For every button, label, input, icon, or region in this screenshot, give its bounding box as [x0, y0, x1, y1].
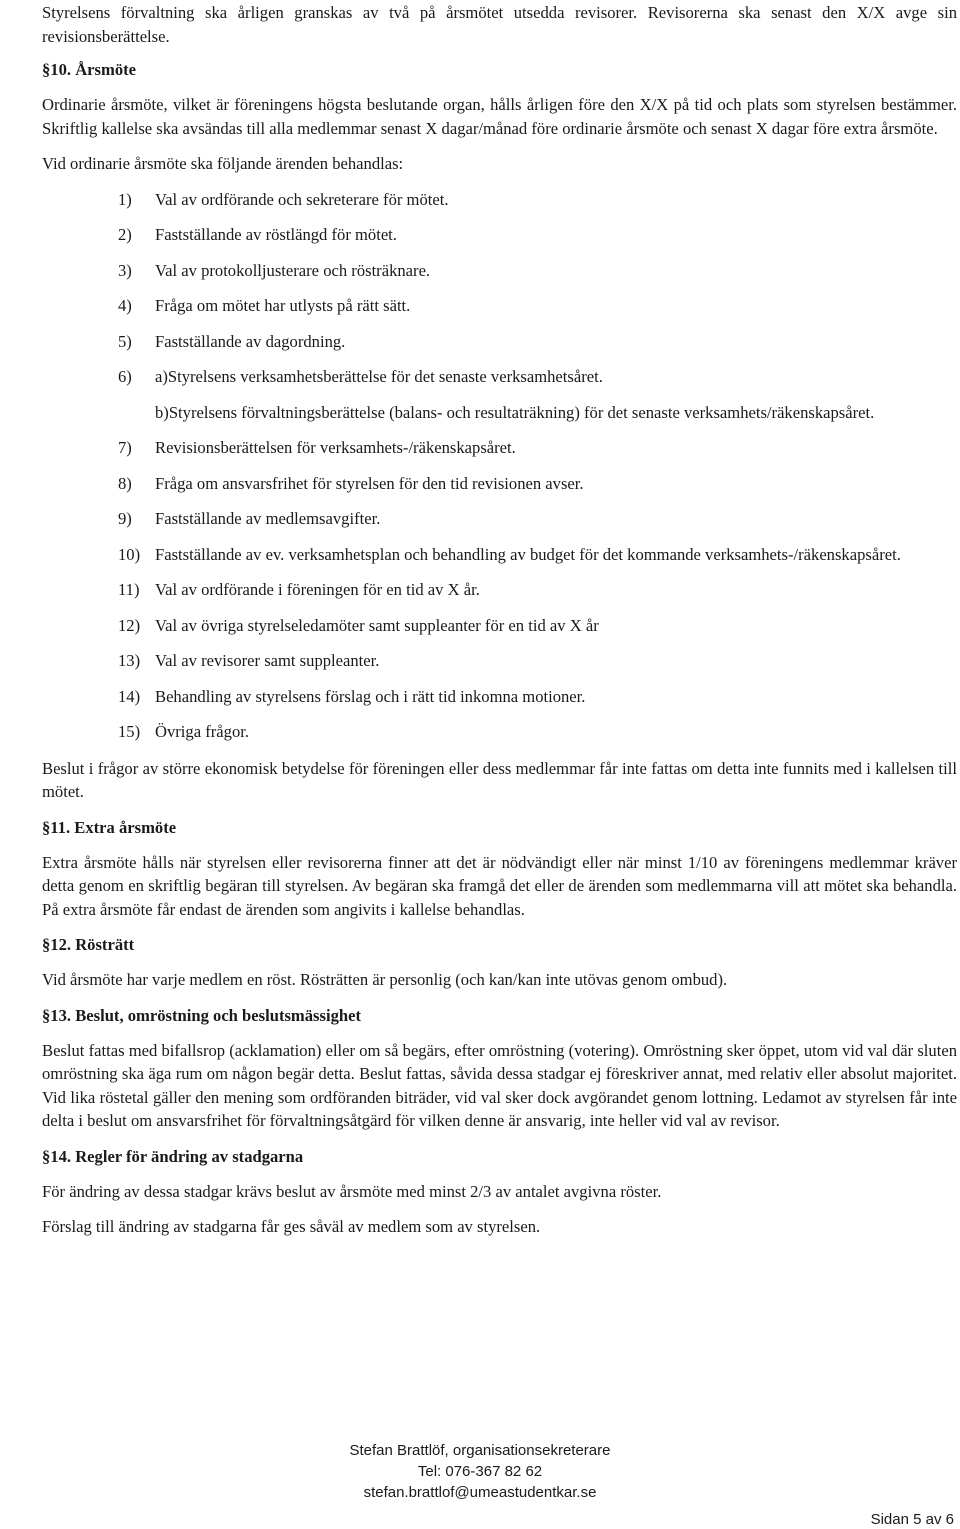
list-item-text: a)Styrelsens verksamhetsberättelse för det senaste verksamhetsåret. — [155, 367, 603, 386]
list-item-number: 11) — [118, 580, 140, 599]
list-item-text: Val av revisorer samt suppleanter. — [155, 651, 380, 670]
list-item-number: 7) — [118, 438, 132, 457]
section-14-paragraph-1: För ändring av dessa stadgar krävs beslut av årsmöte med minst 2/3 av antalet avgivna röster. — [42, 1181, 662, 1201]
list-item-subpoint: b)Styrelsens förvaltningsberättelse (balans- och resultaträkning) för det senaste verksamhets/räkenskapsåret. — [155, 402, 875, 422]
list-item-text: Val av ordförande i föreningen för en tid av X år. — [155, 580, 480, 599]
list-item-number: 8) — [118, 473, 132, 493]
list-item-text: Fastställande av röstlängd för mötet. — [155, 225, 397, 244]
list-item — [42, 436, 957, 460]
section-11-paragraph: Extra årsmöte hålls när styrelsen eller revisorerna finner att det är nödvändigt eller när minst 1/10 av föreningens medlemmar kräver detta genom en skriftlig begäran till styrelsen. Av begäran ska framgå det eller de ärenden som medlemmarna vill att mötet ska behandla. På extra årsmöte får endast de ärenden som angivits i kallelse behandlas. — [42, 852, 957, 919]
section-14-paragraph-2: Förslag till ändring av stadgarna får ges såväl av medlem som av styrelsen. — [42, 1217, 541, 1236]
list-item-number: 6) — [118, 367, 132, 386]
intro-paragraph: Styrelsens förvaltning ska årligen granskas av två på årsmötet utsedda revisorer. Revisorerna ska senast den X/X avge sin revisionsberättelse. — [42, 3, 957, 46]
section-12-paragraph: Vid årsmöte har varje medlem en röst. Rösträtten är personlig (och kan/kan inte utövas genom ombud). — [42, 970, 728, 989]
list-item — [42, 507, 957, 531]
footer-phone: Tel: 076-367 82 62 — [417, 1463, 543, 1480]
list-item-text: Val av protokolljusterare och rösträknare. — [155, 260, 431, 280]
list-item-text: Fastställande av ev. verksamhetsplan och behandling av budget för det kommande verksamhets-/räkenskapsåret. — [155, 544, 901, 564]
footer-email[interactable]: stefan.brattlof@umeastudentkar.se — [363, 1484, 597, 1501]
list-item-number: 12) — [118, 615, 141, 635]
list-item — [42, 259, 957, 283]
list-item — [42, 365, 957, 389]
list-item-number: 13) — [118, 651, 141, 670]
list-item-text: Fråga om mötet har utlysts på rätt sätt. — [155, 296, 411, 315]
page-number: Sidan 5 av 6 — [870, 1511, 954, 1528]
section-10-paragraph-3: Beslut i frågor av större ekonomisk betydelse för föreningen eller dess medlemmar får inte fattas om detta inte funnits med i kallelsen till mötet. — [42, 758, 957, 801]
list-item — [42, 223, 957, 247]
list-item — [42, 543, 957, 567]
section-10-paragraph-1: Ordinarie årsmöte, vilket är föreningens högsta beslutande organ, hålls årligen före den X/X på tid och plats som styrelsen bestämmer. Skriftlig kallelse ska avsändas till alla medlemmar senast X dagar/månad före ordinarie årsmöte och senast X dagar före extra årsmöte. — [42, 95, 957, 138]
list-item-number: 10) — [118, 544, 141, 564]
list-item-number: 4) — [118, 296, 132, 315]
list-item-text: Övriga frågor. — [155, 722, 249, 741]
list-item-text: Fastställande av medlemsavgifter. — [155, 509, 381, 528]
list-item — [42, 188, 957, 212]
list-item-text: Fastställande av dagordning. — [155, 331, 346, 351]
document-page — [42, 0, 957, 1239]
page-footer — [0, 1440, 960, 1503]
list-item-text: Fråga om ansvarsfrihet för styrelsen för den tid revisionen avser. — [155, 473, 584, 493]
list-item — [42, 685, 957, 709]
footer-name: Stefan Brattlöf, organisationsekreterare — [349, 1442, 611, 1459]
section-13-paragraph: Beslut fattas med bifallsrop (acklamation) eller om så begärs, efter omröstning (votering). Omröstning sker öppet, utom vid val där sluten omröstning ska äga rum om någon begär detta. Beslut fattas, såvida dessa stadgar ej föreskriver annat, med relativ eller absolut majoritet. Vid lika röstetal gäller den mening som ordföranden biträder, vid val sker dock avgörandet genom lottning. Ledamot av styrelsen får inte delta i beslut om ansvarsfrihet för förvaltningsåtgärd för vilken denne är ansvarig, inte heller vid val av revisor. — [42, 1040, 957, 1130]
section-14-heading: §14. Regler för ändring av stadgarna — [42, 1146, 304, 1166]
list-item-number: 1) — [118, 189, 132, 209]
agenda-list — [42, 188, 957, 744]
list-item-text: Behandling av styrelsens förslag och i rätt tid inkomna motioner. — [155, 686, 586, 706]
list-item-number: 3) — [118, 260, 132, 280]
list-item-number: 9) — [118, 509, 132, 528]
section-13-heading: §13. Beslut, omröstning och beslutsmässighet — [42, 1005, 361, 1025]
list-item-text: Val av ordförande och sekreterare för mötet. — [155, 189, 449, 209]
list-item-text: Val av övriga styrelseledamöter samt suppleanter för en tid av X år — [155, 615, 599, 635]
list-item-number: 5) — [118, 331, 132, 351]
list-item-text: Revisionsberättelsen för verksamhets-/räkenskapsåret. — [155, 438, 516, 457]
list-item-number: 2) — [118, 225, 132, 244]
list-item — [42, 294, 957, 318]
list-item — [42, 614, 957, 638]
list-item-number: 14) — [118, 686, 141, 706]
list-item — [42, 330, 957, 354]
section-10-heading: §10. Årsmöte — [42, 60, 137, 79]
list-item — [42, 720, 957, 744]
section-11-heading: §11. Extra årsmöte — [42, 817, 177, 837]
section-10-paragraph-2: Vid ordinarie årsmöte ska följande ärenden behandlas: — [42, 154, 404, 173]
list-item — [42, 649, 957, 673]
list-item-number: 15) — [118, 722, 141, 741]
section-12-heading: §12. Rösträtt — [42, 935, 135, 954]
list-item — [42, 472, 957, 496]
list-item — [42, 578, 957, 602]
